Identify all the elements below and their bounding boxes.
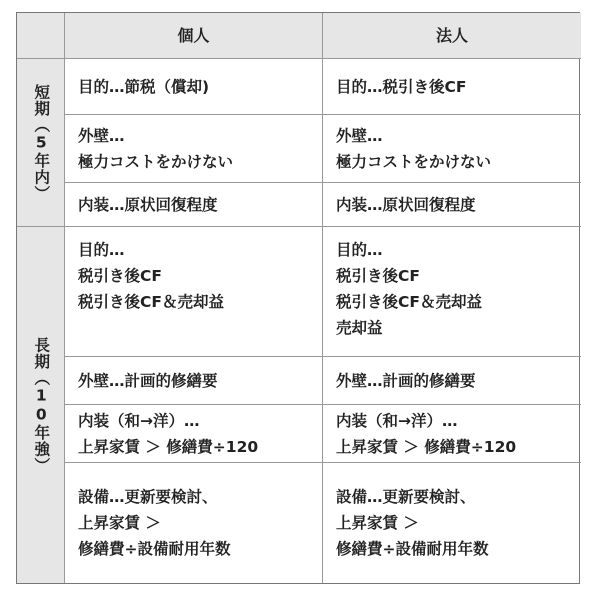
comparison-table [16, 12, 580, 584]
long-exterior-individual [65, 357, 323, 405]
short-purpose-corporate [323, 59, 581, 115]
text-line: 税引き後CF＆売却益 [336, 293, 482, 311]
short-term-label: 短期（5年内） [32, 83, 51, 202]
text-line: 目的… [336, 241, 383, 259]
long-interior-individual [65, 405, 323, 463]
row-group-short-term [17, 59, 65, 227]
text-line: 上昇家賃 ＞ [336, 514, 419, 532]
text-line: 内装…原状回復程度 [78, 195, 218, 214]
text-line: 目的…節税（償却) [78, 77, 210, 96]
short-exterior-individual [65, 115, 323, 183]
long-equipment-individual [65, 463, 323, 583]
row-group-long-term [17, 227, 65, 583]
text-line: 外壁… [78, 126, 125, 145]
header-corner-cell [17, 13, 65, 59]
short-purpose-individual [65, 59, 323, 115]
short-interior-individual [65, 183, 323, 227]
short-interior-corporate [323, 183, 581, 227]
text-line: 上昇家賃 ＞ 修繕費÷120 [336, 437, 517, 456]
header-individual: 個人 [65, 13, 323, 59]
text-line: 修繕費÷設備耐用年数 [78, 540, 231, 558]
text-line: 上昇家賃 ＞ 修繕費÷120 [78, 437, 259, 456]
short-exterior-corporate [323, 115, 581, 183]
text-line: 税引き後CF＆売却益 [78, 293, 224, 311]
text-line: 税引き後CF [336, 267, 420, 285]
text-line: 極力コストをかけない [78, 152, 234, 171]
text-line: 売却益 [336, 319, 383, 337]
text-line: 上昇家賃 ＞ [78, 514, 161, 532]
text-line: 内装（和→洋）… [78, 411, 200, 430]
text-line: 内装（和→洋）… [336, 411, 458, 430]
text-line: 設備…更新要検討、 [78, 488, 218, 506]
long-exterior-corporate [323, 357, 581, 405]
text-line: 外壁… [336, 126, 383, 145]
text-line: 外壁…計画的修繕要 [336, 371, 476, 390]
text-line: 設備…更新要検討、 [336, 488, 476, 506]
long-interior-corporate [323, 405, 581, 463]
text-line: 税引き後CF [78, 267, 162, 285]
long-purpose-individual [65, 227, 323, 357]
long-purpose-corporate [323, 227, 581, 357]
long-equipment-corporate [323, 463, 581, 583]
text-line: 内装…原状回復程度 [336, 195, 476, 214]
header-corporate: 法人 [323, 13, 581, 59]
long-term-label: 長期（10年強） [32, 336, 51, 474]
text-line: 目的… [78, 241, 125, 259]
text-line: 極力コストをかけない [336, 152, 492, 171]
text-line: 外壁…計画的修繕要 [78, 371, 218, 390]
text-line: 修繕費÷設備耐用年数 [336, 540, 489, 558]
text-line: 目的…税引き後CF [336, 77, 467, 96]
